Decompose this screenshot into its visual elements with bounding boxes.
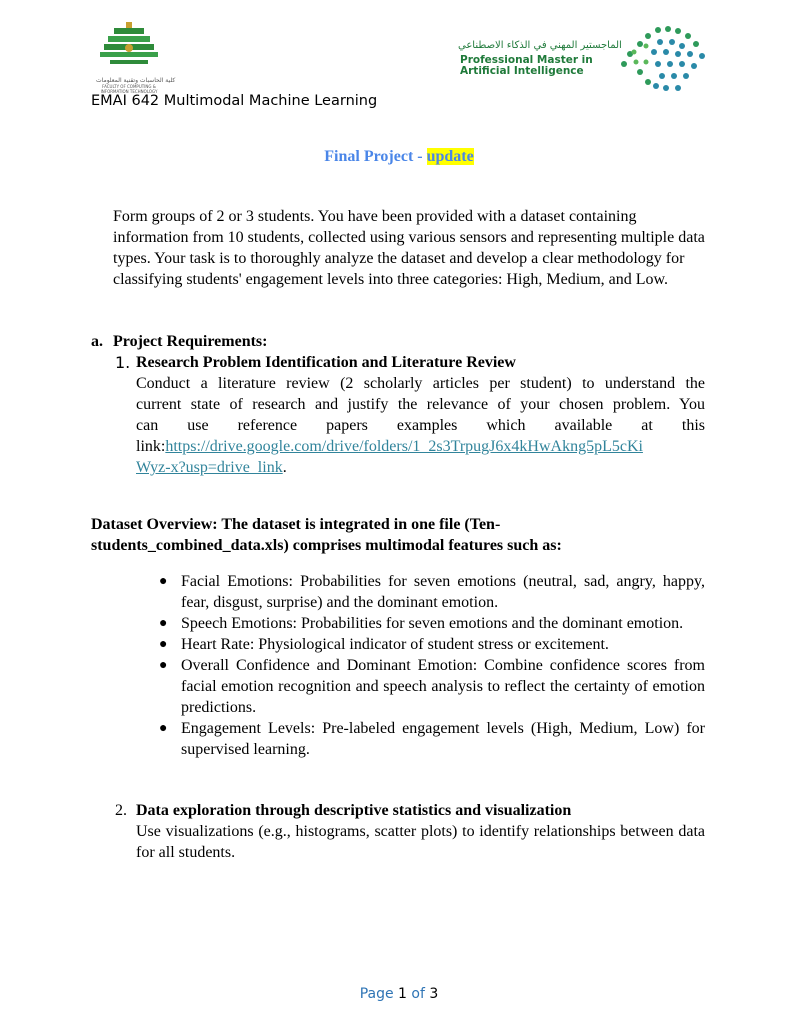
program-logo	[458, 40, 708, 96]
bullet-text: Speech Emotions: Probabilities for seven emotions and the dominant emotion.	[181, 615, 684, 632]
item2-number: 2.	[115, 802, 127, 819]
faculty-logo-arabic: كلية الحاسبات وتقنية المعلومات	[96, 77, 176, 84]
bullet-icon: ●	[159, 574, 168, 589]
item1-body	[136, 373, 705, 478]
bullet-icon: ●	[159, 616, 168, 631]
dataset-overview-line2: students_combined_data.xls) comprises multimodal features such as:	[91, 537, 562, 554]
dataset-overview	[91, 514, 711, 556]
title-highlight: update	[426, 148, 474, 165]
item1-line3: can use reference papers examples which available at this	[136, 417, 705, 434]
bullet-icon: ●	[159, 721, 168, 736]
item2-heading: Data exploration through descriptive statistics and visualization	[136, 802, 572, 819]
section-a-marker: a.	[91, 333, 103, 350]
feature-list	[159, 571, 705, 760]
item1-link-prefix: link:	[136, 438, 166, 455]
item1-link-suffix: .	[282, 459, 287, 476]
page-footer	[0, 985, 798, 1003]
drive-link-continued[interactable]: Wyz-x?usp=drive_link	[136, 459, 283, 476]
item1-line1: Conduct a literature review (2 scholarly articles per student) to understand the	[136, 375, 705, 392]
bullet-text: Overall Confidence and Dominant Emotion: Combine confidence scores from facial emotion recognition and speech analysis to reflect the certainty of emotion predictions.	[181, 657, 705, 716]
intro-paragraph: Form groups of 2 or 3 students. You have been provided with a dataset containing information from 10 students, collected using various sensors and representing multiple data types. Your task is to thoroughly analyze the dataset and develop a clear methodology for classifying students' engagement levels into three categories: High, Medium, and Low.	[113, 208, 705, 288]
course-title: EMAI 642 Multimodal Machine Learning	[91, 93, 378, 109]
item1-heading: Research Problem Identification and Literature Review	[136, 354, 516, 371]
program-line1: Professional Master in	[460, 54, 593, 66]
list-item	[159, 613, 705, 634]
faculty-logo	[96, 22, 176, 94]
footer-page-word: Page	[359, 986, 399, 1002]
item1-link-row	[136, 436, 705, 457]
program-dots-icon	[618, 24, 712, 96]
footer-of-word: of	[406, 986, 430, 1002]
dataset-overview-line1: Dataset Overview: The dataset is integrated in one file (Ten-	[91, 516, 501, 533]
title-prefix: Final Project -	[324, 148, 427, 165]
footer-total-pages: 3	[429, 986, 439, 1002]
bullet-text: Engagement Levels: Pre-labeled engagement levels (High, Medium, Low) for supervised learning.	[181, 720, 705, 758]
list-item	[159, 571, 705, 613]
bullet-text: Heart Rate: Physiological indicator of student stress or excitement.	[181, 636, 609, 653]
bullet-text: Facial Emotions: Probabilities for seven emotions (neutral, sad, angry, happy, fear, disgust, surprise) and the dominant emotion.	[181, 573, 705, 611]
program-line2: Artificial Intelligence	[460, 65, 584, 77]
bullet-icon: ●	[159, 658, 168, 673]
item1-line2: current state of research and justify the relevance of your chosen problem. You	[136, 396, 705, 413]
footer-page-number: 1	[398, 986, 407, 1002]
faculty-emblem-icon	[96, 22, 162, 72]
faculty-logo-english: FACULTY OF COMPUTING & INFORMATION TECHNOLOGY	[100, 84, 158, 94]
program-arabic: الماجستير المهني في الذكاء الاصطناعي	[458, 40, 622, 51]
item1-link-row2	[136, 457, 705, 478]
list-item	[159, 718, 705, 760]
item2-body: Use visualizations (e.g., histograms, scatter plots) to identify relationships between data for all students.	[136, 823, 705, 861]
list-item	[159, 655, 705, 718]
bullet-icon: ●	[159, 637, 168, 652]
drive-link[interactable]: https://drive.google.com/drive/folders/1_2s3TrpugJ6x4kHwAkng5pL5cKi	[165, 438, 643, 455]
section-a-heading: Project Requirements:	[113, 333, 268, 350]
item1-number: 1.	[115, 353, 131, 372]
list-item	[159, 634, 705, 655]
page-title	[0, 147, 798, 167]
